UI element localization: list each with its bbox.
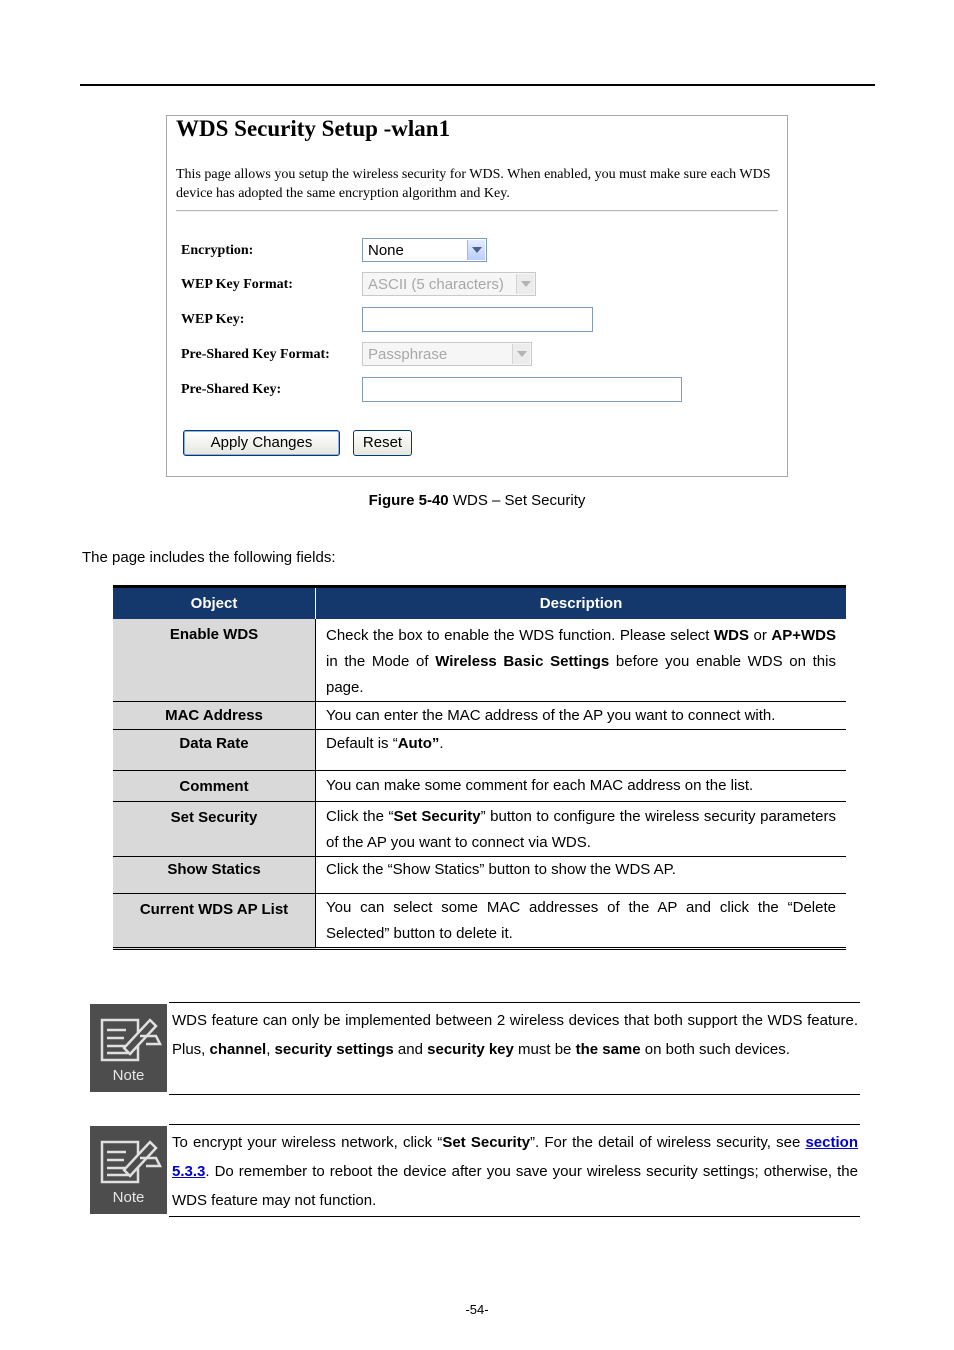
figure-divider xyxy=(176,210,778,212)
wds-security-screenshot xyxy=(166,115,788,477)
chevron-down-icon xyxy=(516,274,534,294)
figure-number: Figure 5-40 xyxy=(368,492,449,509)
section-link[interactable]: section 5.3.3 xyxy=(172,1134,858,1180)
psk-label: Pre-Shared Key: xyxy=(181,382,282,397)
description-cell: Default is “Auto”. xyxy=(316,730,847,771)
note-icon xyxy=(90,1004,167,1092)
intro-text: The page includes the following fields: xyxy=(82,549,336,566)
figure-page-title: WDS Security Setup -wlan1 xyxy=(176,116,451,141)
object-cell: Data Rate xyxy=(113,730,316,771)
table-row xyxy=(113,771,846,802)
wep-key-format-value: ASCII (5 characters) xyxy=(368,276,504,293)
page-number: -54- xyxy=(465,1302,489,1317)
psk-format-label: Pre-Shared Key Format: xyxy=(181,347,330,362)
wep-key-input[interactable] xyxy=(362,307,593,332)
object-cell: Enable WDS xyxy=(113,619,316,702)
description-cell: Click the “Show Statics” button to show the WDS AP. xyxy=(316,857,847,894)
psk-input[interactable] xyxy=(362,377,682,402)
header-object: Object xyxy=(113,587,316,620)
table-row xyxy=(113,894,846,949)
object-cell: Show Statics xyxy=(113,857,316,894)
header-rule xyxy=(80,84,875,86)
encryption-label: Encryption: xyxy=(181,243,254,258)
note-icon-label: Note xyxy=(112,1067,145,1084)
encryption-select[interactable] xyxy=(362,238,487,262)
object-cell: MAC Address xyxy=(113,702,316,730)
table-row xyxy=(113,857,846,894)
figure-caption-text: WDS – Set Security xyxy=(448,492,586,509)
wep-key-label: WEP Key: xyxy=(181,312,245,327)
description-cell: You can make some comment for each MAC address on the list. xyxy=(316,771,847,802)
note-text: To encrypt your wireless network, click “Set Security”. For the detail of wireless security, see section 5.3.3. Do remember to reboot the device after you save your wireless security settings; otherwise, the WDS feature may not function. xyxy=(169,1124,860,1217)
table-row xyxy=(113,702,846,730)
object-cell: Comment xyxy=(113,771,316,802)
description-cell: Check the box to enable the WDS function. Please select WDS or AP+WDS in the Mode of Wireless Basic Settings before you enable WDS on this page. xyxy=(316,619,847,702)
description-cell: Click the “Set Security” button to configure the wireless security parameters of the AP you want to connect via WDS. xyxy=(316,802,847,857)
encryption-select-value: None xyxy=(368,242,404,259)
figure-caption xyxy=(0,492,954,509)
table-header-row xyxy=(113,587,846,620)
chevron-down-icon xyxy=(467,240,485,260)
description-cell: You can enter the MAC address of the AP you want to connect with. xyxy=(316,702,847,730)
fields-table xyxy=(113,585,846,950)
table-row xyxy=(113,730,846,771)
note-text: WDS feature can only be implemented between 2 wireless devices that both support the WDS feature. Plus, channel, security settings and security key must be the same on both such devices. xyxy=(169,1002,860,1095)
object-cell: Set Security xyxy=(113,802,316,857)
header-description: Description xyxy=(316,587,847,620)
wep-key-format-label: WEP Key Format: xyxy=(181,277,293,292)
description-cell: You can select some MAC addresses of the AP and click the “Delete Selected” button to delete it. xyxy=(316,894,847,949)
object-cell: Current WDS AP List xyxy=(113,894,316,949)
psk-format-select[interactable] xyxy=(362,342,532,366)
table-row xyxy=(113,802,846,857)
reset-button[interactable]: Reset xyxy=(353,430,412,456)
note-icon xyxy=(90,1126,167,1214)
table-row xyxy=(113,619,846,702)
chevron-down-icon xyxy=(512,344,530,364)
apply-changes-button[interactable]: Apply Changes xyxy=(183,430,340,456)
psk-format-value: Passphrase xyxy=(368,346,448,363)
figure-description: This page allows you setup the wireless security for WDS. When enabled, you must make sure each WDS device has adopted the same encryption algorithm and Key. xyxy=(176,167,771,201)
note-icon-label: Note xyxy=(112,1189,145,1206)
wep-key-format-select[interactable] xyxy=(362,272,536,296)
